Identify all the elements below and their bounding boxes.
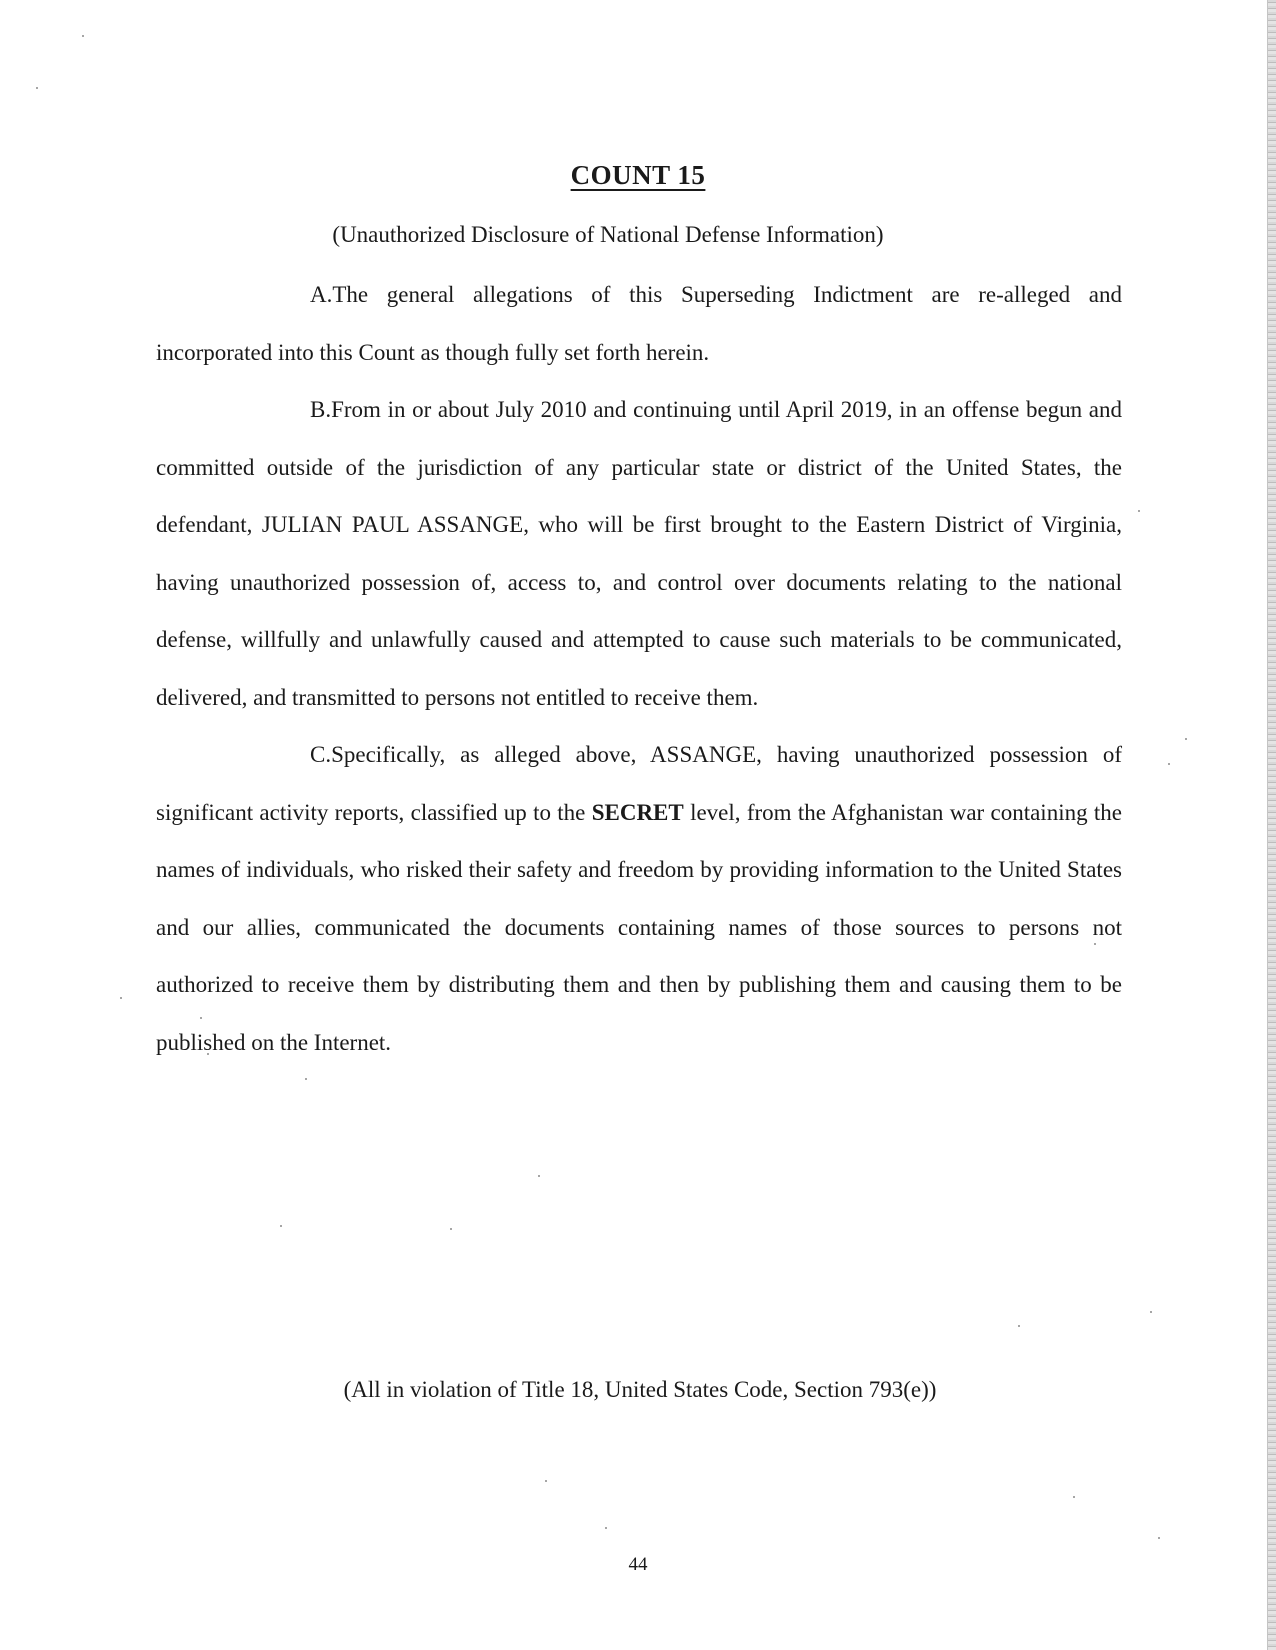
- scan-speck: [545, 1480, 547, 1482]
- scan-speck: [82, 35, 84, 37]
- count-heading-text: COUNT 15: [570, 160, 706, 190]
- scan-speck: [1138, 510, 1140, 512]
- count-subheading: (Unauthorized Disclosure of National Defense Information): [332, 222, 884, 247]
- scan-speck: [36, 87, 38, 89]
- classification-emphasis: SECRET: [591, 799, 684, 825]
- paragraph-text: Specifically, as alleged above, ASSANGE, having unauthorized possession of significant activity reports, classified up to the: [156, 742, 1122, 825]
- scan-speck: [120, 997, 122, 999]
- paragraph-c: [156, 726, 1122, 1071]
- scan-speck: [1158, 1537, 1160, 1539]
- scan-speck: [450, 1228, 452, 1230]
- scan-speck: [1150, 1311, 1152, 1313]
- count-heading: [0, 160, 1276, 191]
- scan-speck: [605, 1527, 607, 1529]
- paragraph-b: [156, 381, 1122, 726]
- paragraph-text: level, from the Afghanistan war containing the names of individuals, who risked their safety and freedom by providing information to the United States and our allies, communicated the documents containing names of those sources to persons not authorized to receive them by distributing them and then by publishing them and causing them to be published on the Internet.: [156, 799, 1122, 1055]
- paragraph-text: The general allegations of this Superseding Indictment are re-alleged and incorporated into this Count as though fully set forth herein.: [156, 282, 1122, 365]
- scan-speck: [1168, 763, 1170, 765]
- scan-speck: [1018, 1325, 1020, 1327]
- paragraph-text: From in or about July 2010 and continuing until April 2019, in an offense begun and committed outside of the jurisdiction of any particular state or district of the United States, the defendant, JULIAN PAUL ASSANGE, who will be first brought to the Eastern District of Virginia, having unauthorized possession of, access to, and control over documents relating to the national defense, willfully and unlawfully caused and attempted to cause such materials to be communicated, delivered, and transmitted to persons not entitled to receive them.: [156, 397, 1122, 710]
- paragraph-marker: C.: [310, 742, 332, 767]
- violation-citation: (All in violation of Title 18, United States Code, Section 793(e)): [343, 1377, 937, 1402]
- scan-speck: [1073, 1496, 1075, 1498]
- paragraph-marker: B.: [310, 397, 332, 422]
- scan-speck: [1185, 738, 1187, 740]
- scan-speck: [305, 1078, 307, 1080]
- scan-speck: [280, 1225, 282, 1227]
- page-number: 44: [628, 1554, 648, 1575]
- paragraph-a: [156, 266, 1122, 381]
- scan-speck: [538, 1175, 540, 1177]
- paragraph-marker: A.: [310, 282, 333, 307]
- count-body: [156, 266, 1122, 1071]
